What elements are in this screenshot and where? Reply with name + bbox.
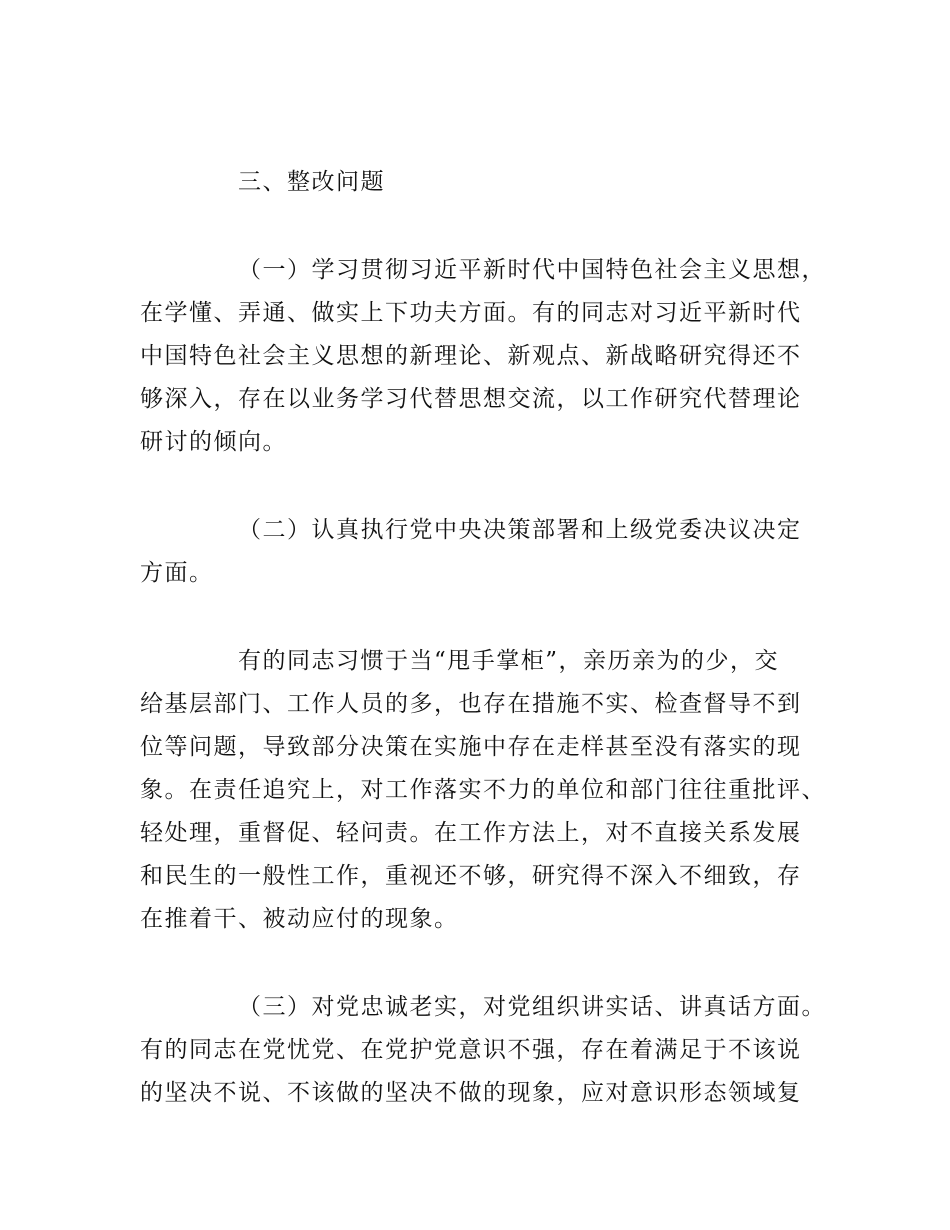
paragraph-line: 轻处理，重督促、轻问责。在工作方法上，对不直接关系发展: [140, 820, 802, 846]
paragraph-line: 研讨的倾向。: [140, 429, 287, 455]
paragraph-line: 和民生的一般性工作，重视还不够，研究得不深入不细致，存: [140, 863, 802, 889]
paragraph-line: （二）认真执行党中央决策部署和上级党委决议决定: [238, 517, 802, 543]
paragraph-line: 的坚决不说、不该做的坚决不做的现象，应对意识形态领域复: [140, 1080, 802, 1106]
paragraph-line: 位等问题，导致部分决策在实施中存在走样甚至没有落实的现: [140, 734, 802, 760]
paragraph-line: 在推着干、被动应付的现象。: [140, 906, 459, 932]
paragraph-line: （一）学习贯彻习近平新时代中国特色社会主义思想，: [238, 257, 826, 283]
paragraph-line: 中国特色社会主义思想的新理论、新观点、新战略研究得还不: [140, 343, 802, 369]
paragraph-line: （三）对党忠诚老实，对党组织讲实话、讲真话方面。: [238, 994, 826, 1020]
paragraph-line: 象。在责任追究上，对工作落实不力的单位和部门往往重批评、: [140, 777, 826, 803]
paragraph-line: 给基层部门、工作人员的多，也存在措施不实、检查督导不到: [140, 691, 802, 717]
paragraph-line: 方面。: [140, 560, 214, 586]
paragraph-line: 有的同志习惯于当“甩手掌柜”，亲历亲为的少，交: [238, 648, 780, 674]
paragraph-line: 有的同志在党忧党、在党护党意识不强，存在着满足于不该说: [140, 1037, 802, 1063]
paragraph-line: 在学懂、弄通、做实上下功夫方面。有的同志对习近平新时代: [140, 300, 802, 326]
section-heading: 三、整改问题: [238, 169, 385, 195]
paragraph-line: 够深入，存在以业务学习代替思想交流，以工作研究代替理论: [140, 386, 802, 412]
